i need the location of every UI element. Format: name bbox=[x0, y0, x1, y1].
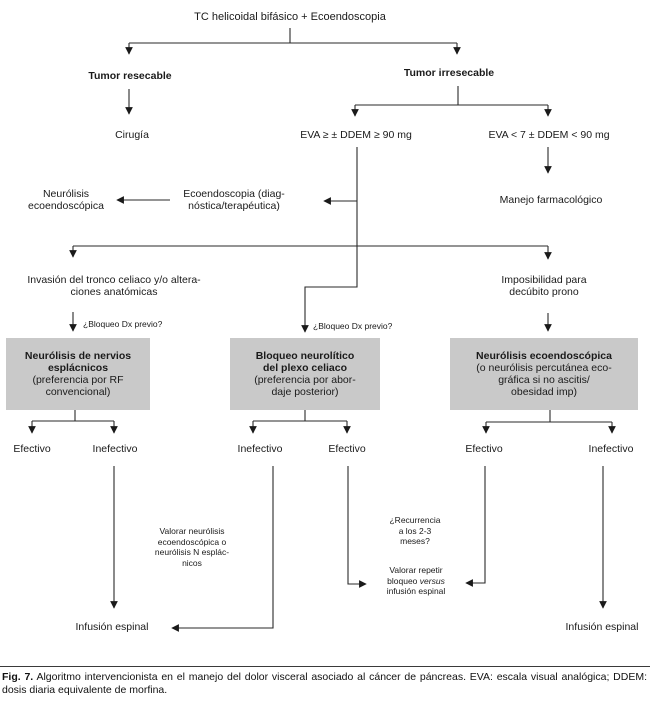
box-neurolisis-ecoendoscopica bbox=[450, 338, 638, 410]
text-line: Imposibilidad para bbox=[501, 274, 587, 286]
caption-text: Algoritmo intervencionista en el manejo del dolor visceral asociado al cáncer de páncreas. EVA: escala visual analógica; DDEM: dosis diaria equivalente de morfina. bbox=[2, 671, 647, 696]
text-line: (o neurólisis percutánea eco- bbox=[476, 362, 612, 374]
node-infusion-espinal-left: Infusión espinal bbox=[75, 621, 149, 633]
text-line: Valorar neurólisis bbox=[159, 526, 225, 536]
label-inefectivo-eus: Inefectivo bbox=[588, 443, 634, 455]
text-line: ecoendoscópica o bbox=[157, 536, 227, 547]
caption-figure-label: Fig. 7. bbox=[2, 671, 34, 683]
label-efectivo-splanchnic: Efectivo bbox=[13, 443, 51, 455]
text-line: ciones anatómicas bbox=[70, 285, 158, 298]
label-bloqueo-dx-previo-left: ¿Bloqueo Dx previo? bbox=[83, 319, 163, 329]
node-eva-high: EVA ≥ ± DDEM ≥ 90 mg bbox=[300, 129, 412, 141]
node-tumor-irresecable: Tumor irresecable bbox=[403, 67, 495, 79]
node-tumor-resecable: Tumor resecable bbox=[88, 70, 172, 82]
node-ecoendoscopia bbox=[183, 189, 285, 212]
text-line: Ecoendoscopia (diag- bbox=[183, 188, 285, 200]
figure-caption bbox=[2, 671, 647, 697]
text-line: Valorar repetir bbox=[389, 565, 443, 575]
text-line: neurólisis N esplác- bbox=[154, 547, 230, 557]
node-manejo-farmacologico: Manejo farmacológico bbox=[499, 194, 603, 206]
node-cirugia: Cirugía bbox=[115, 129, 149, 141]
text-line: (preferencia por RF bbox=[32, 374, 124, 386]
text-line: esplácnicos bbox=[47, 362, 109, 374]
node-invasion-tronco-celiaco bbox=[27, 275, 200, 298]
text-line: Neurólisis de nervios bbox=[24, 350, 132, 362]
note-recurrencia bbox=[389, 515, 440, 547]
text-line: gráfica si no ascitis/ bbox=[498, 374, 590, 386]
edge-celiac-efectivo-repeatblock bbox=[348, 466, 366, 584]
label-efectivo-eus: Efectivo bbox=[465, 443, 503, 455]
text-line: Invasión del tronco celiaco y/o altera- bbox=[27, 274, 201, 286]
text-line bbox=[387, 576, 446, 587]
text-line: nicos bbox=[182, 557, 202, 568]
note-valorar-repetir bbox=[387, 565, 446, 597]
label-efectivo-celiac: Efectivo bbox=[328, 443, 366, 455]
text-line: nóstica/terapéutica) bbox=[188, 199, 280, 212]
edge-eus-efectivo-repeatblock bbox=[466, 466, 485, 583]
box-bloqueo-plexo-celiaco bbox=[230, 338, 380, 410]
box-neurolisis-esplacnicos bbox=[6, 338, 150, 410]
text-line: ecoendoscópica bbox=[28, 199, 104, 212]
text-line: obesidad imp) bbox=[511, 386, 577, 398]
text-fragment-italic: versus bbox=[419, 575, 445, 586]
node-infusion-espinal-right: Infusión espinal bbox=[565, 621, 639, 633]
label-bloqueo-dx-previo-center: ¿Bloqueo Dx previo? bbox=[313, 321, 393, 331]
node-root: TC helicoidal bifásico + Ecoendoscopia bbox=[194, 11, 386, 23]
text-line: daje posterior) bbox=[271, 386, 339, 398]
text-line: ¿Recurrencia bbox=[389, 515, 441, 525]
label-inefectivo-celiac: Inefectivo bbox=[237, 443, 283, 455]
text-line: a los 2-3 bbox=[398, 525, 432, 536]
node-imposibilidad-decubito bbox=[501, 275, 586, 298]
text-line: Bloqueo neurolítico bbox=[255, 350, 355, 362]
text-fragment: bloqueo bbox=[387, 575, 418, 586]
text-line: Neurólisis bbox=[42, 188, 90, 200]
text-line: infusión espinal bbox=[386, 586, 446, 596]
text-line: meses? bbox=[400, 536, 430, 546]
text-line: convencional) bbox=[45, 386, 111, 398]
note-valorar-neurolisis bbox=[155, 526, 229, 568]
text-line: Neurólisis ecoendoscópica bbox=[476, 350, 612, 362]
label-inefectivo-splanchnic: Inefectivo bbox=[92, 443, 138, 455]
text-line: decúbito prono bbox=[509, 285, 579, 298]
edge-evahigh-down-jog-celiacbox bbox=[305, 147, 357, 332]
node-neurolisis-ecoendoscopica bbox=[28, 189, 104, 212]
node-eva-low: EVA < 7 ± DDEM < 90 mg bbox=[488, 129, 610, 141]
text-line: (preferencia por abor- bbox=[254, 374, 356, 386]
text-line: del plexo celiaco bbox=[262, 362, 348, 374]
caption-divider bbox=[0, 666, 650, 667]
